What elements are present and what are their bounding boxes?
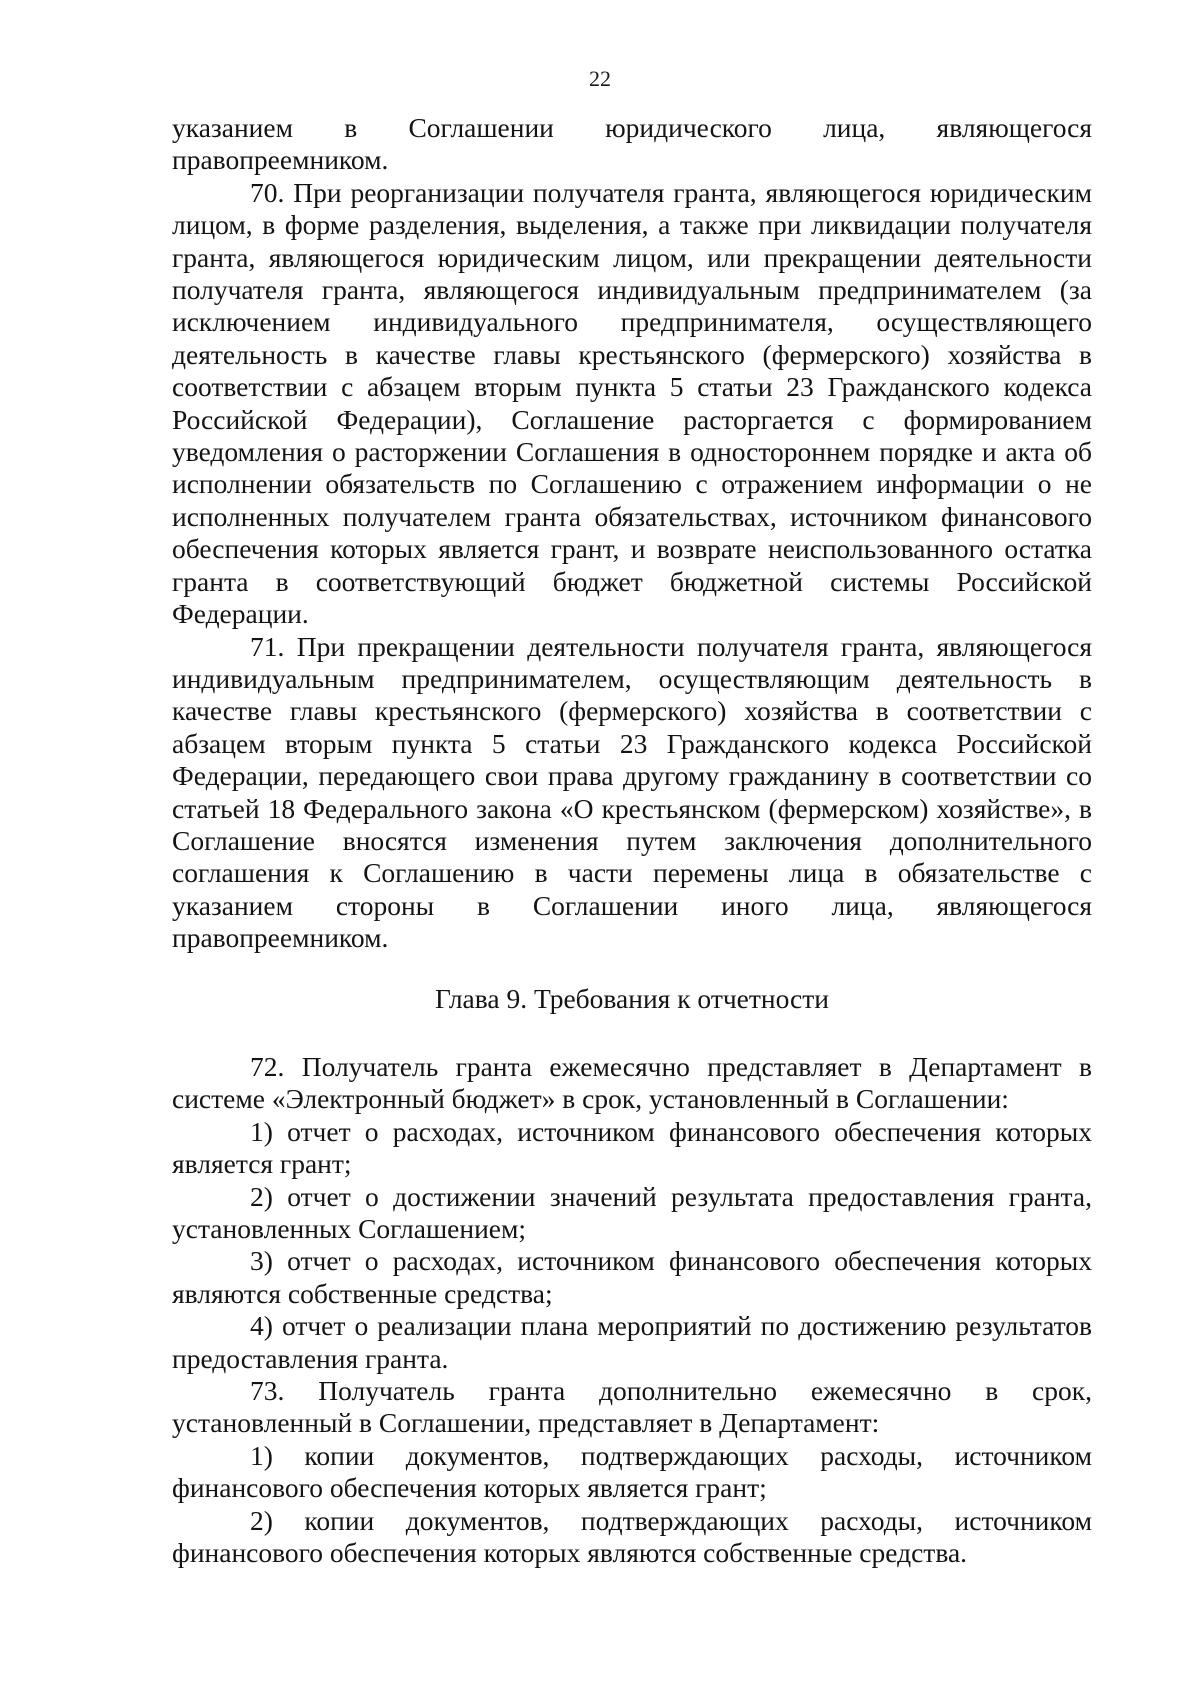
paragraph-70: 70. При реорганизации получателя гранта, являющегося юридическим лицом, в форме разделения, выделения, а также при ликвидации получателя гранта, являющегося юридическим лицом, или прекращении деятельности получателя гранта, являющегося индивидуальным предпринимателем (за исключением индивидуального предпринимателя, осуществляющего деятельность в качестве главы крестьянского (фермерского) хозяйства в соответствии с абзацем вторым пункта 5 статьи 23 Гражданского кодекса Российской Федерации), Соглашение расторгается с формированием уведомления о расторжении Соглашения в одностороннем порядке и акта об исполнении обязательств по Соглашению с отражением информации о не исполненных получателем гранта обязательствах, источником финансового обеспечения которых является грант, и возврате неиспользованного остатка гранта в соответствующий бюджет бюджетной системы Российской Федерации.: [172, 176, 1092, 630]
paragraph-72-item-1: 1) отчет о расходах, источником финансового обеспечения которых является грант;: [172, 1115, 1092, 1180]
paragraph-72-item-4: 4) отчет о реализации плана мероприятий по достижению результатов предоставления гранта.: [172, 1310, 1092, 1374]
paragraph-71: 71. При прекращении деятельности получателя гранта, являющегося индивидуальным предпринимателем, осуществляющим деятельность в качестве главы крестьянского (фермерского) хозяйства в соответствии с абзацем вторым пункта 5 статьи 23 Гражданского кодекса Российской Федерации, передающего свои права другому гражданину в соответствии со статьей 18 Федерального закона «О крестьянском (фермерском) хозяйстве», в Соглашение вносятся изменения путем заключения дополнительного соглашения к Соглашению в части перемены лица в обязательстве с указанием стороны в Соглашении иного лица, являющегося правопреемником.: [172, 630, 1092, 954]
paragraph-72: 72. Получатель гранта ежемесячно представляет в Департамент в системе «Электронный бюджет» в срок, установленный в Соглашении:: [172, 1050, 1092, 1115]
paragraph-72-item-2: 2) отчет о достижении значений результата предоставления гранта, установленных Соглашением;: [172, 1180, 1092, 1244]
chapter-heading: Глава 9. Требования к отчетности: [435, 982, 829, 1014]
document-body: [172, 112, 1092, 1569]
paragraph-continuation: указанием в Соглашении юридического лица, являющегося правопреемником.: [172, 112, 1092, 176]
paragraph-72-item-3: 3) отчет о расходах, источником финансового обеспечения которых являются собственные средства;: [172, 1245, 1092, 1309]
paragraph-73-item-1: 1) копии документов, подтверждающих расходы, источником финансового обеспечения которых является грант;: [172, 1439, 1092, 1504]
page-number: 22: [589, 66, 611, 91]
paragraph-73-item-2: 2) копии документов, подтверждающих расходы, источником финансового обеспечения которых являются собственные средства.: [172, 1504, 1092, 1569]
paragraph-73: 73. Получатель гранта дополнительно ежемесячно в срок, установленный в Соглашении, представляет в Департамент:: [172, 1375, 1092, 1439]
